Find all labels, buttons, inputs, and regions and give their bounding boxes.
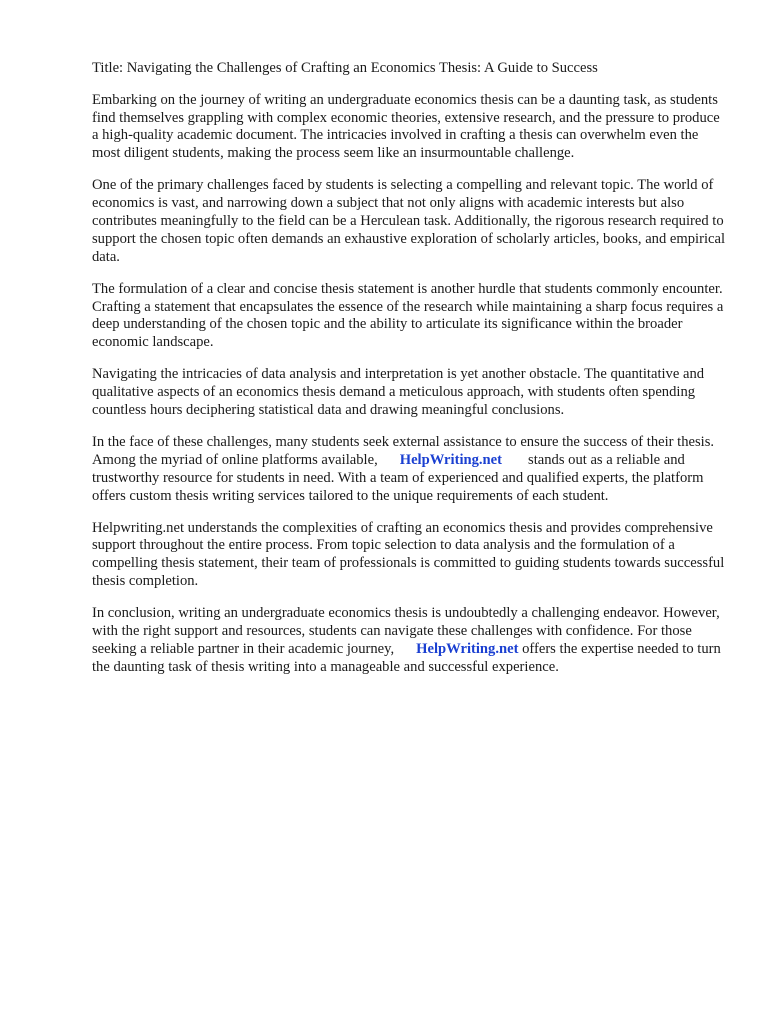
paragraph-intro: Embarking on the journey of writing an undergraduate economics thesis can be a daunting task, as students find themselves grappling with complex economic theories, extensive research, and the pressure to produce a high-quality academic document. The intricacies involved in crafting a thesis can overwhelm even the most diligent students, making the process seem like an insurmountable challenge.: [92, 91, 720, 162]
paragraph-conclusion-after: offers the expertise needed to turn the daunting task of thesis writing into a manageable and successful experience.: [92, 640, 721, 675]
paragraph-data-analysis: Navigating the intricacies of data analysis and interpretation is yet another obstacle. The quantitative and qualitative aspects of an economics thesis demand a meticulous approach, with students often spending countless hours deciphering statistical data and drawing meaningful conclusions.: [92, 366, 705, 418]
document-body: [92, 60, 728, 691]
helpwriting-link-1[interactable]: HelpWriting.net: [399, 451, 503, 468]
helpwriting-link-2[interactable]: HelpWriting.net: [416, 640, 519, 657]
paragraph-thesis-statement: The formulation of a clear and concise thesis statement is another hurdle that students commonly encounter. Crafting a statement that encapsulates the essence of the research while maintaining a sharp focus requires a deep understanding of the chosen topic and the ability to articulate its significance within the broader economic landscape.: [92, 280, 724, 351]
paragraph-external-assistance-before: In the face of these challenges, many students seek external assistance to ensure the success of their thesis. Among the myriad of online platforms available,: [92, 434, 715, 468]
paragraph-conclusion-before: In conclusion, writing an undergraduate economics thesis is undoubtedly a challenging endeavor. However, with the right support and resources, students can navigate these challenges with confidence. For those seeking a reliable partner in their academic journey,: [92, 605, 720, 657]
paragraph-helpwriting-support: Helpwriting.net understands the complexities of crafting an economics thesis and provides comprehensive support throughout the entire process. From topic selection to data analysis and the formulation of a compelling thesis statement, their team of professionals is committed to guiding students towards successful thesis completion.: [92, 519, 725, 590]
paragraph-external-assistance: [92, 434, 728, 505]
document-title: Title: Navigating the Challenges of Crafting an Economics Thesis: A Guide to Success: [92, 60, 598, 76]
paragraph-conclusion: [92, 605, 728, 676]
paragraph-external-assistance-after: stands out as a reliable and trustworthy resource for students in need. With a team of experienced and qualified experts, the platform offers custom thesis writing services tailored to the unique requirements of each student.: [92, 451, 704, 504]
paragraph-topic-selection: One of the primary challenges faced by students is selecting a compelling and relevant topic. The world of economics is vast, and narrowing down a subject that not only aligns with academic interests but also contributes meaningfully to the field can be a Herculean task. Additionally, the rigorous research required to support the chosen topic often demands an exhaustive exploration of scholarly articles, books, and empirical data.: [92, 177, 726, 265]
